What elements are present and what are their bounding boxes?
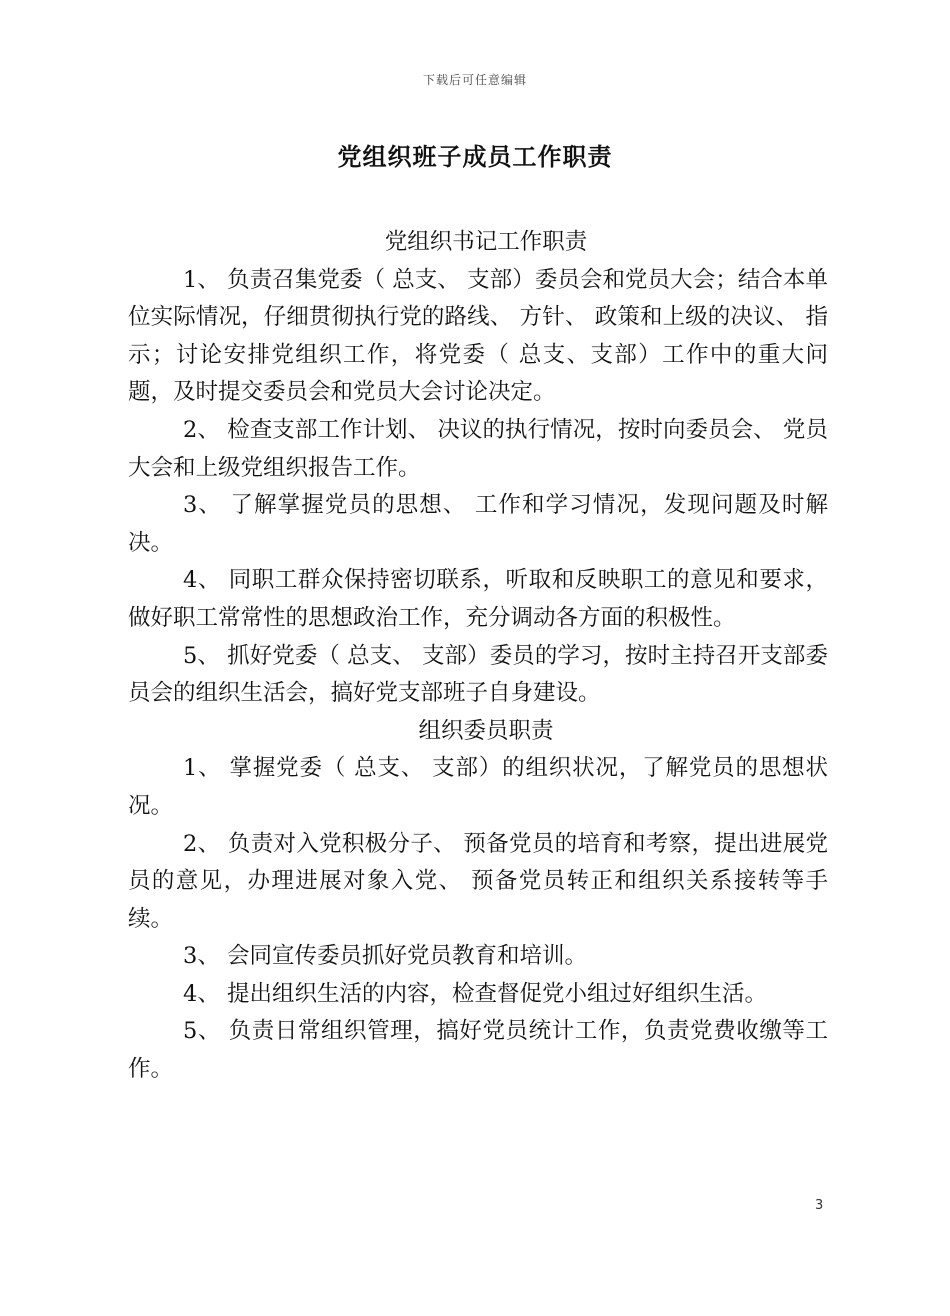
item-number: 5、 — [183, 1018, 221, 1045]
item-number: 1、 — [183, 266, 220, 293]
section-heading-organization: 组织委员职责 — [418, 717, 554, 744]
duty-item — [128, 1013, 828, 1088]
duty-item — [128, 562, 828, 637]
item-text: 负责召集党委（ 总支、 支部）委员会和党员大会；结合本单位实际情况，仔细贯彻执行党的路线、 方针、 政策和上级的决议、 指示；讨论安排党组织工作，将党委（ 总支、支部）工作中的重大问题，及时提交委员会和党员大会讨论决定。 — [128, 266, 828, 406]
item-number: 3、 — [183, 492, 223, 519]
duty-item — [128, 938, 828, 976]
item-text: 会同宣传委员抓好党员教育和培训。 — [226, 943, 587, 970]
item-text: 同职工群众保持密切联系，听取和反映职工的意见和要求，做好职工常常性的思想政治工作，充分调动各方面的积极性。 — [128, 567, 828, 631]
item-text: 抓好党委（ 总支、 支部）委员的学习，按时主持召开支部委员会的组织生活会，搞好党支部班子自身建设。 — [128, 642, 828, 707]
document-title: 党组织班子成员工作职责 — [337, 143, 613, 171]
item-text: 负责日常组织管理，搞好党员统计工作，负责党费收缴等工作。 — [128, 1018, 828, 1083]
item-text: 了解掌握党员的思想、 工作和学习情况，发现问题及时解决。 — [128, 492, 828, 556]
item-number: 4、 — [183, 567, 221, 594]
header-note: 下载后可任意编辑 — [422, 73, 527, 87]
duty-item — [128, 826, 828, 939]
document-body — [128, 224, 828, 1089]
item-text: 提出组织生活的内容，检查督促党小组过好组织生活。 — [226, 980, 767, 1007]
duty-item — [128, 262, 828, 412]
duty-item — [128, 976, 828, 1014]
duty-item — [128, 412, 828, 487]
duty-item — [128, 750, 828, 825]
section-heading-secretary: 党组织书记工作职责 — [384, 229, 588, 255]
item-text: 掌握党委（ 总支、 支部）的组织状况，了解党员的思想状况。 — [128, 755, 829, 819]
item-number: 3、 — [183, 943, 220, 970]
item-number: 2、 — [183, 830, 221, 857]
page-number: 3 — [815, 1198, 824, 1213]
item-number: 2、 — [183, 416, 220, 443]
duty-item — [128, 638, 828, 713]
item-number: 5、 — [183, 642, 220, 669]
item-number: 1、 — [183, 755, 222, 782]
item-text: 负责对入党积极分子、 预备党员的培育和考察，提出进展党员的意见，办理进展对象入党、 预备党员转正和组织关系接转等手续。 — [128, 830, 829, 932]
duty-item — [128, 487, 828, 562]
item-text: 检查支部工作计划、 决议的执行情况，按时向委员会、 党员大会和上级党组织报告工作。 — [128, 416, 828, 481]
item-number: 4、 — [183, 980, 220, 1007]
